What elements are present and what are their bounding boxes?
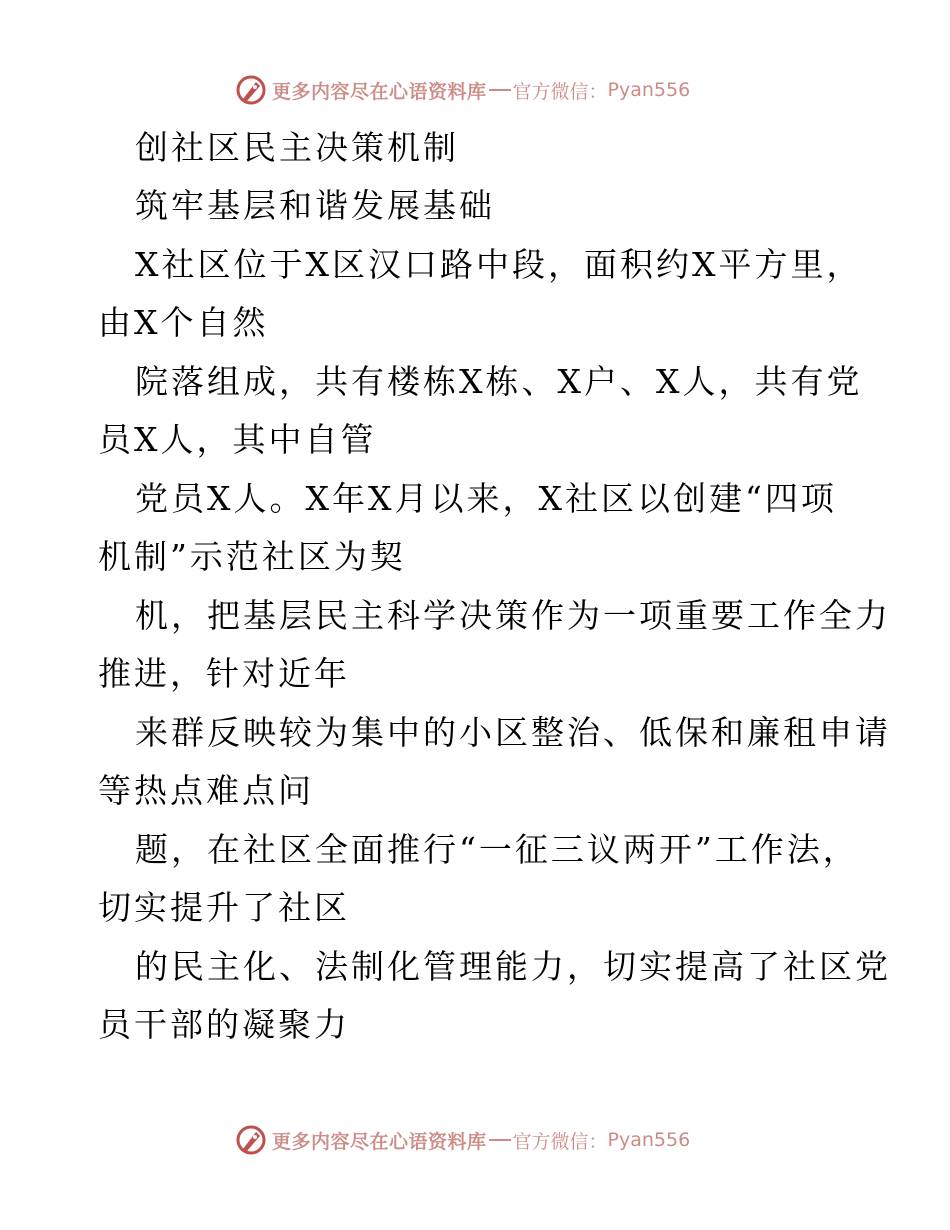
- watermark-wechat-id: Pyan556: [607, 1129, 691, 1151]
- watermark-suffix: 官方微信：: [512, 80, 608, 103]
- paragraph-line: 院落组成，共有楼栋X栋、X户、X人，共有党: [135, 362, 863, 401]
- document-subtitle-line: 筑牢基层和谐发展基础: [135, 186, 495, 225]
- header-watermark: [234, 73, 690, 107]
- watermark-wechat-id: Pyan556: [607, 79, 691, 101]
- paragraph-line: 由X个自然: [98, 303, 269, 342]
- paragraph-line: 员干部的凝聚力: [98, 1005, 350, 1044]
- document-title-line: 创社区民主决策机制: [135, 128, 459, 167]
- watermark-suffix: 官方微信：: [512, 1130, 608, 1153]
- paragraph-line: 机，把基层民主科学决策作为一项重要工作全力: [135, 596, 891, 635]
- pen-nib-seal-icon: [234, 1123, 268, 1157]
- footer-watermark: [234, 1123, 690, 1157]
- paragraph-line: 党员X人。X年X月以来，X社区以创建“四项: [135, 479, 837, 518]
- paragraph-line: 机制”示范社区为契: [98, 537, 406, 576]
- paragraph-line: 等热点难点问: [98, 771, 314, 810]
- watermark-dash: [489, 89, 511, 91]
- paragraph-line: 题，在社区全面推行“一征三议两开”工作法，: [135, 830, 859, 869]
- paragraph-line: 推进，针对近年: [98, 654, 350, 693]
- paragraph-line: 的民主化、法制化管理能力，切实提高了社区党: [135, 947, 891, 986]
- paragraph-line: 来群反映较为集中的小区整治、低保和廉租申请: [135, 713, 891, 752]
- watermark-text: 更多内容尽在心语资料库: [272, 80, 487, 103]
- paragraph-line: X社区位于X区汉口路中段，面积约X平方里，: [135, 245, 863, 284]
- watermark-text: 更多内容尽在心语资料库: [272, 1130, 487, 1153]
- watermark-dash: [489, 1139, 511, 1141]
- paragraph-line: 切实提升了社区: [98, 888, 350, 927]
- pen-nib-seal-icon: [234, 73, 268, 107]
- paragraph-line: 员X人，其中自管: [98, 420, 377, 459]
